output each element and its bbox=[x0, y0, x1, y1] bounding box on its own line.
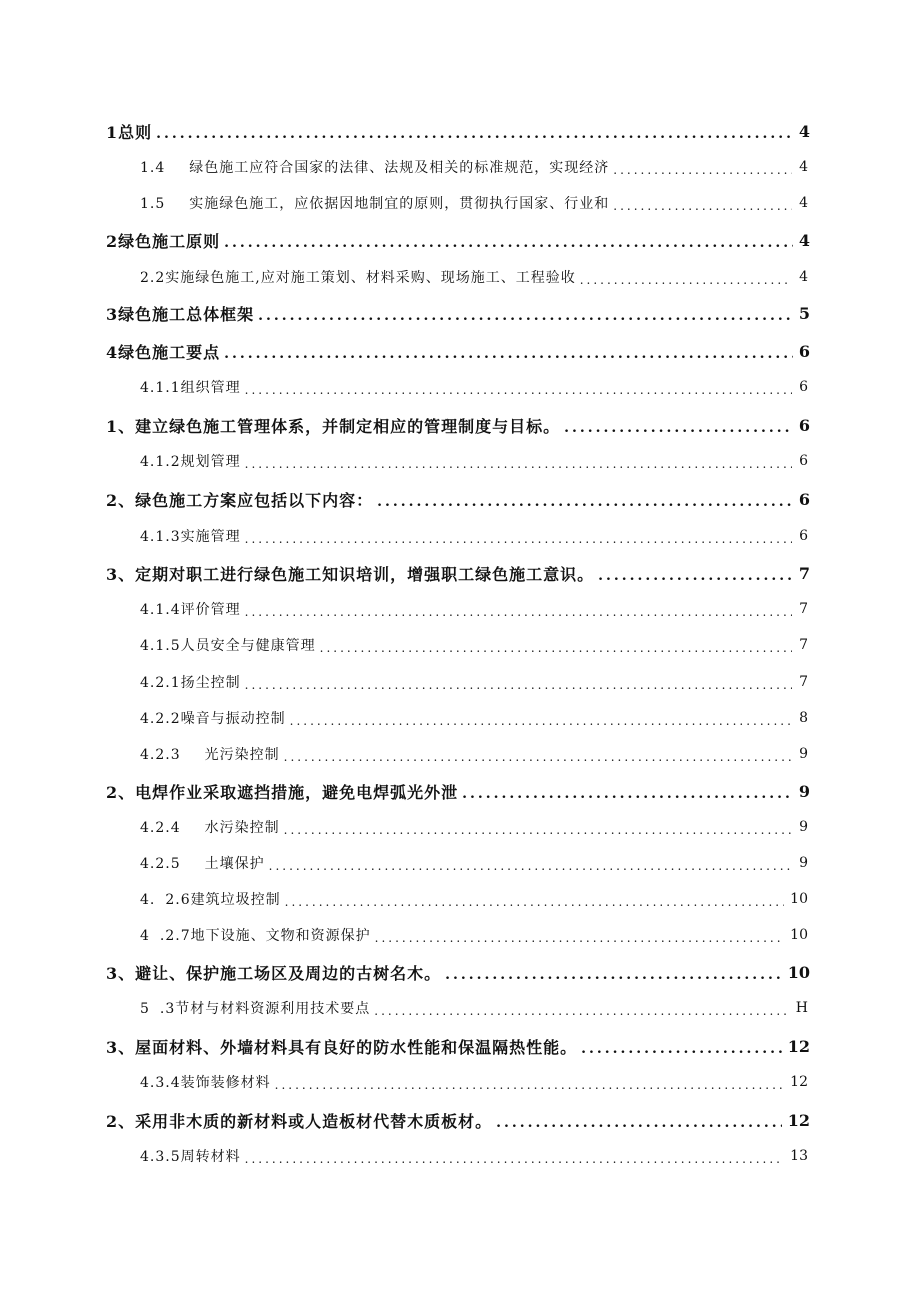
toc-entry-number: 4.1.2 bbox=[140, 454, 181, 470]
toc-leader-dots bbox=[496, 1116, 782, 1130]
toc-entry[interactable] bbox=[0, 523, 920, 549]
toc-entry[interactable] bbox=[0, 486, 920, 512]
toc-entry-title: 人员安全与健康管理 bbox=[180, 638, 316, 654]
toc-leader-dots bbox=[613, 200, 792, 212]
toc-leader-dots bbox=[290, 715, 792, 727]
toc-entry-number: 4 bbox=[106, 342, 119, 362]
toc-page-number: 4 bbox=[799, 195, 808, 211]
toc-entry-number: 2.2 bbox=[140, 270, 166, 286]
toc-leader-dots bbox=[224, 347, 793, 361]
toc-leader-dots bbox=[245, 1153, 785, 1165]
toc-page-number: 4 bbox=[798, 230, 810, 250]
toc-entry-number: 1.4 bbox=[140, 160, 166, 176]
toc-leader-dots bbox=[269, 860, 792, 872]
toc-entry-title: 电焊作业采取遮挡措施，避免电焊弧光外泄 bbox=[135, 782, 459, 802]
toc-entry[interactable] bbox=[0, 227, 920, 253]
toc-leader-dots bbox=[285, 896, 785, 908]
toc-entry[interactable] bbox=[0, 632, 920, 658]
toc-entry-number: 4.2.3 bbox=[140, 747, 181, 763]
toc-entry-number: 4 bbox=[140, 928, 150, 944]
toc-page-number: 6 bbox=[799, 453, 808, 469]
toc-entry-number: 2、 bbox=[106, 490, 136, 510]
toc-leader-dots bbox=[156, 127, 793, 141]
toc-entry-number: 1 bbox=[106, 122, 119, 142]
toc-page-number: 9 bbox=[798, 781, 810, 801]
toc-entry-title: 采用非木质的新材料或人造板材代替木质板材。 bbox=[135, 1111, 493, 1131]
toc-page-number: 6 bbox=[798, 341, 810, 361]
toc-page-number: 10 bbox=[790, 891, 808, 907]
toc-entry-number: 3、 bbox=[106, 963, 136, 983]
toc-entry[interactable] bbox=[0, 300, 920, 326]
toc-entry[interactable] bbox=[0, 995, 920, 1021]
toc-leader-dots bbox=[462, 787, 793, 801]
toc-entry-number: 2 bbox=[106, 231, 119, 251]
toc-entry-title: 组织管理 bbox=[180, 380, 241, 396]
toc-entry-title: 评价管理 bbox=[180, 602, 241, 618]
toc-entry-title: 绿色施工应符合国家的法律、法规及相关的标准规范，实现经济 bbox=[189, 160, 610, 176]
toc-entry[interactable] bbox=[0, 374, 920, 400]
toc-entry-number: 4.1.4 bbox=[140, 602, 181, 618]
toc-entry[interactable] bbox=[0, 1033, 920, 1059]
toc-leader-dots bbox=[377, 495, 793, 509]
toc-page-number: 6 bbox=[798, 415, 810, 435]
toc-entry-number: 1、 bbox=[106, 416, 136, 436]
toc-page-number: 12 bbox=[787, 1036, 810, 1056]
toc-entry-number: 4.1.1 bbox=[140, 380, 181, 396]
toc-entry-title: .2.7地下设施、文物和资源保护 bbox=[159, 928, 371, 944]
toc-leader-dots bbox=[224, 236, 793, 250]
toc-entry-number: 2、 bbox=[106, 1111, 136, 1131]
toc-entry-number: 4.3.4 bbox=[140, 1075, 181, 1091]
toc-entry-title: 周转材料 bbox=[180, 1149, 241, 1165]
toc-leader-dots bbox=[320, 642, 792, 654]
toc-page-number: H bbox=[795, 1000, 808, 1016]
toc-entry-title: 规划管理 bbox=[180, 454, 241, 470]
toc-entry[interactable] bbox=[0, 669, 920, 695]
toc-entry-title: 实施绿色施工,应对施工策划、材料采购、现场施工、工程验收 bbox=[165, 270, 576, 286]
toc-entry-title: 绿色施工总体框架 bbox=[118, 304, 255, 324]
toc-entry[interactable] bbox=[0, 850, 920, 876]
toc-entry[interactable] bbox=[0, 741, 920, 767]
toc-leader-dots bbox=[245, 606, 792, 618]
toc-leader-dots bbox=[245, 533, 792, 545]
toc-leader-dots bbox=[275, 1079, 785, 1091]
toc-entry[interactable] bbox=[0, 922, 920, 948]
toc-leader-dots bbox=[374, 1005, 790, 1017]
toc-entry-title: 绿色施工方案应包括以下内容： bbox=[135, 490, 374, 510]
toc-entry-title: 总则 bbox=[118, 122, 153, 142]
toc-entry[interactable] bbox=[0, 1143, 920, 1169]
toc-entry-title: 装饰装修材料 bbox=[180, 1075, 271, 1091]
toc-entry-title: 2.6建筑垃圾控制 bbox=[165, 892, 281, 908]
toc-leader-dots bbox=[245, 679, 792, 691]
toc-page-number: 6 bbox=[798, 489, 810, 509]
toc-entry-title: 建立绿色施工管理体系，并制定相应的管理制度与目标。 bbox=[135, 416, 561, 436]
toc-entry-title: 水污染控制 bbox=[204, 820, 280, 836]
toc-page-number: 10 bbox=[787, 962, 810, 982]
toc-entry[interactable] bbox=[0, 886, 920, 912]
toc-entry-number: 4.2.1 bbox=[140, 675, 181, 691]
toc-entry[interactable] bbox=[0, 959, 920, 985]
toc-entry-title: 扬尘控制 bbox=[180, 675, 241, 691]
toc-page-number: 8 bbox=[799, 710, 808, 726]
toc-page-number: 4 bbox=[798, 121, 810, 141]
toc-entry-number: 3、 bbox=[106, 1037, 136, 1057]
toc-leader-dots bbox=[580, 274, 792, 286]
toc-entry-number: 4.2.4 bbox=[140, 820, 181, 836]
toc-page-number: 13 bbox=[790, 1148, 808, 1164]
toc-page-number: 7 bbox=[799, 637, 808, 653]
toc-leader-dots bbox=[445, 968, 782, 982]
toc-entry[interactable] bbox=[0, 118, 920, 144]
toc-page-number: 12 bbox=[790, 1074, 808, 1090]
toc-entry-number: 4.1.3 bbox=[140, 529, 181, 545]
toc-entry-title: 定期对职工进行绿色施工知识培训，增强职工绿色施工意识。 bbox=[135, 564, 595, 584]
toc-page-number: 10 bbox=[790, 927, 808, 943]
toc-entry[interactable] bbox=[0, 448, 920, 474]
toc-leader-dots bbox=[258, 309, 793, 323]
toc-entry-title: .3节材与材料资源利用技术要点 bbox=[159, 1001, 371, 1017]
toc-entry-number: 4.3.5 bbox=[140, 1149, 181, 1165]
toc-entry-title: 绿色施工原则 bbox=[118, 231, 221, 251]
toc-entry-title: 实施绿色施工，应依据因地制宜的原则，贯彻执行国家、行业和 bbox=[189, 196, 610, 212]
toc-leader-dots bbox=[581, 1042, 782, 1056]
toc-leader-dots bbox=[613, 164, 792, 176]
toc-entry-title: 实施管理 bbox=[180, 529, 241, 545]
toc-leader-dots bbox=[245, 458, 792, 470]
toc-entry[interactable] bbox=[0, 1107, 920, 1133]
toc-page-number: 4 bbox=[799, 159, 808, 175]
toc-entry-title: 土壤保护 bbox=[204, 856, 265, 872]
toc-entry[interactable] bbox=[0, 1069, 920, 1095]
toc-entry-title: 噪音与振动控制 bbox=[180, 711, 286, 727]
toc-entry-number: 4.2.5 bbox=[140, 856, 181, 872]
toc-entry[interactable] bbox=[0, 154, 920, 180]
toc-entry[interactable] bbox=[0, 778, 920, 804]
toc-page-number: 5 bbox=[798, 303, 810, 323]
toc-entry-number: 1.5 bbox=[140, 196, 166, 212]
toc-entry-title: 避让、保护施工场区及周边的古树名木。 bbox=[135, 963, 442, 983]
toc-entry-number: 4.1.5 bbox=[140, 638, 181, 654]
toc-entry-number: 5 bbox=[140, 1001, 150, 1017]
toc-leader-dots bbox=[564, 421, 793, 435]
toc-entry[interactable] bbox=[0, 412, 920, 438]
toc-entry[interactable] bbox=[0, 814, 920, 840]
toc-page-number: 6 bbox=[799, 379, 808, 395]
toc-entry[interactable] bbox=[0, 560, 920, 586]
toc-entry-number: 3 bbox=[106, 304, 119, 324]
toc-entry-number: 3、 bbox=[106, 564, 136, 584]
toc-page-number: 7 bbox=[798, 563, 810, 583]
toc-leader-dots bbox=[245, 384, 792, 396]
toc-page-number: 9 bbox=[799, 746, 808, 762]
toc-leader-dots bbox=[598, 569, 793, 583]
toc-entry[interactable] bbox=[0, 190, 920, 216]
toc-leader-dots bbox=[284, 824, 792, 836]
toc-entry[interactable] bbox=[0, 705, 920, 731]
toc-page-number: 12 bbox=[787, 1110, 810, 1130]
toc-entry-title: 屋面材料、外墙材料具有良好的防水性能和保温隔热性能。 bbox=[135, 1037, 578, 1057]
toc-entry[interactable] bbox=[0, 596, 920, 622]
toc-entry-title: 绿色施工要点 bbox=[118, 342, 221, 362]
toc-entry-number: 2、 bbox=[106, 782, 136, 802]
toc-entry-title: 光污染控制 bbox=[204, 747, 280, 763]
toc-page-number: 7 bbox=[799, 601, 808, 617]
toc-entry-number: 4.2.2 bbox=[140, 711, 181, 727]
toc-entry[interactable] bbox=[0, 264, 920, 290]
toc-entry-number: 4. bbox=[140, 892, 156, 908]
toc-leader-dots bbox=[284, 751, 792, 763]
toc-page-number: 9 bbox=[799, 819, 808, 835]
toc-entry[interactable] bbox=[0, 338, 920, 364]
toc-leader-dots bbox=[375, 932, 785, 944]
toc-page-number: 7 bbox=[799, 674, 808, 690]
toc-page-number: 4 bbox=[799, 269, 808, 285]
toc-page-number: 9 bbox=[799, 855, 808, 871]
toc-page-number: 6 bbox=[799, 528, 808, 544]
